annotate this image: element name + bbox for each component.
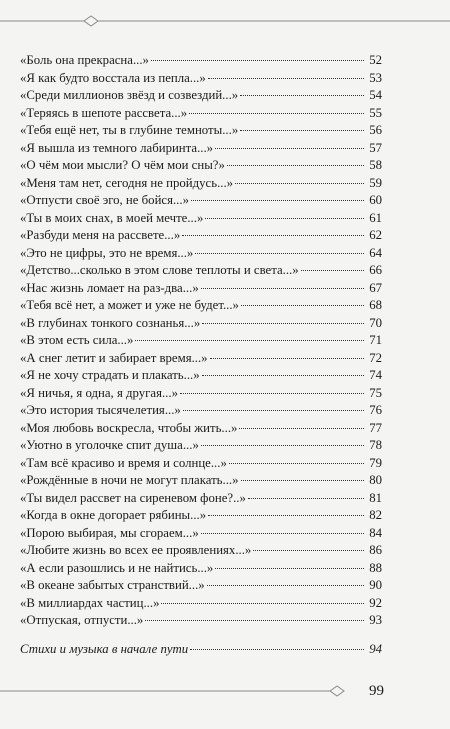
toc-entry-page: 57 — [369, 140, 382, 155]
toc-entry — [20, 157, 382, 175]
dot-leader — [151, 60, 364, 61]
dot-leader — [227, 165, 364, 166]
toc-entry — [20, 385, 382, 403]
dot-leader — [190, 649, 364, 650]
dot-leader — [240, 130, 364, 131]
dot-leader — [201, 288, 364, 289]
toc-entry-title: «Я вышла из темного лабиринта...» — [20, 140, 214, 155]
toc-entry-page: 52 — [369, 53, 382, 67]
toc-entry-title: «Я как будто восстала из пепла...» — [20, 70, 206, 85]
dot-leader — [239, 428, 364, 429]
dot-leader — [189, 113, 364, 114]
toc-entry-title: «Моя любовь воскресла, чтобы жить...» — [20, 420, 238, 435]
toc-entry — [20, 402, 382, 420]
toc-entry-page: 80 — [369, 473, 382, 487]
toc-entry — [20, 87, 382, 105]
toc-entry-title: «Я ничья, я одна, я другая...» — [20, 385, 178, 400]
toc-entry-page: 71 — [369, 333, 382, 347]
toc-entry-page: 77 — [369, 420, 382, 435]
toc-entry — [20, 455, 382, 473]
toc-entry-title: «Тебя ещё нет, ты в глубине темноты...» — [20, 123, 239, 137]
dot-leader — [208, 78, 364, 79]
dot-leader — [215, 568, 364, 569]
toc-entry-title: «Рождённые в ночи не могут плакать...» — [20, 473, 239, 487]
toc-entry-page: 94 — [369, 641, 382, 656]
toc-entry — [20, 560, 382, 578]
toc-entry-title: «Теряясь в шепоте рассвета...» — [20, 105, 188, 120]
dot-leader — [207, 585, 364, 586]
toc-entry-page: 62 — [369, 228, 382, 242]
dot-leader — [210, 358, 364, 359]
dot-leader — [145, 620, 364, 621]
toc-entry — [20, 140, 382, 158]
toc-entry — [20, 280, 382, 298]
toc-entry — [20, 297, 382, 315]
top-ornament-rule — [0, 13, 450, 29]
toc-entry-title: «О чём мои мысли? О чём мои сны?» — [20, 158, 225, 172]
toc-entry-page: 79 — [369, 455, 382, 470]
toc-entry-title: «В океане забытых странствий...» — [20, 578, 205, 592]
toc-entry-title: «Детство...сколько в этом слове теплоты и света...» — [20, 263, 299, 277]
toc-entry-page: 54 — [369, 88, 382, 102]
toc-entry-page: 90 — [369, 578, 382, 592]
toc-entry — [20, 595, 382, 613]
dot-leader — [229, 463, 364, 464]
toc-entry-page: 86 — [369, 543, 382, 557]
toc-entry-title: «Отпуская, отпусти...» — [20, 613, 144, 627]
toc-entry-page: 67 — [369, 280, 382, 295]
toc-entry-page: 76 — [369, 403, 382, 417]
toc-entry — [20, 507, 382, 525]
toc-entry-title: «Нас жизнь ломает на раз-два...» — [20, 280, 199, 295]
toc-entry — [20, 472, 382, 490]
toc-entry-page: 60 — [369, 193, 382, 207]
dot-leader — [201, 445, 364, 446]
toc-entry — [20, 52, 382, 70]
toc-entry-page: 70 — [369, 315, 382, 330]
toc-entry-page: 88 — [369, 560, 382, 575]
toc-entry-title: «В глубинах тонкого сознанья...» — [20, 315, 201, 330]
toc-entry-page: 84 — [369, 525, 382, 540]
toc-entry — [20, 420, 382, 438]
toc-entry-page: 64 — [369, 245, 382, 260]
toc-entry-page: 72 — [369, 350, 382, 365]
dot-leader — [241, 480, 365, 481]
toc-entry — [20, 350, 382, 368]
toc-entry-title: «В этом есть сила...» — [20, 333, 134, 347]
dot-leader — [195, 253, 364, 254]
toc-entry-page: 66 — [369, 263, 382, 277]
toc-entry-title: «Когда в окне догорает рябины...» — [20, 508, 207, 522]
toc-entry-title: «Там всё красиво и время и солнце...» — [20, 455, 227, 470]
toc-entry-page: 61 — [369, 210, 382, 225]
toc-entry-page: 78 — [369, 438, 382, 452]
toc-entry-page: 58 — [369, 158, 382, 172]
toc-entry-title: «Уютно в уголочке спит душа...» — [20, 438, 199, 452]
dot-leader — [182, 235, 364, 236]
dot-leader — [253, 550, 364, 551]
toc-entry-page: 75 — [369, 385, 382, 400]
dot-leader — [240, 95, 364, 96]
toc-entry-title: «Разбуди меня на рассвете...» — [20, 228, 181, 242]
toc-entry — [20, 525, 382, 543]
toc-entry-title: «А если разошлись и не найтись...» — [20, 560, 214, 575]
toc-entry-page: 53 — [369, 70, 382, 85]
dot-leader — [208, 515, 364, 516]
toc-entry — [20, 105, 382, 123]
toc-entry-title: «Порою выбирая, мы сгораем...» — [20, 525, 199, 540]
toc-entry — [20, 245, 382, 263]
toc-entry-title: «В миллиардах частиц...» — [20, 595, 160, 610]
dot-leader — [161, 603, 364, 604]
toc-entry-title: «Отпусти своё эго, не бойся...» — [20, 193, 189, 207]
toc-entry-page: 82 — [369, 508, 382, 522]
toc-entry-title: «Ты видел рассвет на сиреневом фоне?..» — [20, 490, 246, 505]
toc-entry — [20, 175, 382, 193]
toc-entry — [20, 437, 382, 455]
toc-entry-page: 55 — [369, 105, 382, 120]
dot-leader — [235, 183, 364, 184]
toc-entry-title: «Среди миллионов звёзд и созвездий...» — [20, 88, 239, 102]
toc-entry — [20, 70, 382, 88]
dot-leader — [301, 270, 364, 271]
toc-entry — [20, 367, 382, 385]
dot-leader — [202, 323, 364, 324]
toc-entry-page: 56 — [369, 123, 382, 137]
dot-leader — [180, 393, 364, 394]
toc-entry-page: 92 — [369, 595, 382, 610]
toc-entry — [20, 612, 382, 630]
toc-section-entry — [20, 641, 382, 659]
toc-entry-title: «Боль она прекрасна...» — [20, 53, 149, 67]
page-number: 99 — [369, 683, 384, 699]
dot-leader — [201, 533, 364, 534]
toc-entry-page: 93 — [369, 613, 382, 627]
toc-entry — [20, 315, 382, 333]
toc-entry — [20, 577, 382, 595]
dot-leader — [183, 410, 364, 411]
toc-entry-title: «Я не хочу страдать и плакать...» — [20, 368, 200, 382]
table-of-contents — [20, 52, 382, 658]
toc-entry-title: «А снег летит и забирает время...» — [20, 350, 208, 365]
toc-entry-page: 59 — [369, 175, 382, 190]
toc-entry — [20, 122, 382, 140]
toc-entry-page: 74 — [369, 368, 382, 382]
dot-leader — [202, 375, 364, 376]
toc-entry-title: «Меня там нет, сегодня не пройдусь...» — [20, 175, 234, 190]
toc-entry — [20, 192, 382, 210]
dot-leader — [205, 218, 364, 219]
toc-entry-title: «Ты в моих снах, в моей мечте...» — [20, 210, 204, 225]
dot-leader — [191, 200, 364, 201]
dot-leader — [241, 305, 364, 306]
toc-entry-title: «Это не цифры, это не время...» — [20, 245, 194, 260]
toc-entry-title: Стихи и музыка в начале пути — [20, 641, 189, 656]
toc-entry-page: 68 — [369, 298, 382, 312]
toc-entry-page: 81 — [369, 490, 382, 505]
toc-entry — [20, 490, 382, 508]
toc-entry — [20, 227, 382, 245]
dot-leader — [135, 340, 364, 341]
dot-leader — [215, 148, 364, 149]
dot-leader — [248, 498, 364, 499]
toc-entry — [20, 210, 382, 228]
toc-entry — [20, 332, 382, 350]
toc-entry-title: «Любите жизнь во всех ее проявлениях...» — [20, 543, 252, 557]
toc-entry — [20, 542, 382, 560]
toc-entry-title: «Это история тысячелетия...» — [20, 403, 181, 417]
toc-entry-title: «Тебя всё нет, а может и уже не будет...» — [20, 298, 239, 312]
toc-entry — [20, 262, 382, 280]
